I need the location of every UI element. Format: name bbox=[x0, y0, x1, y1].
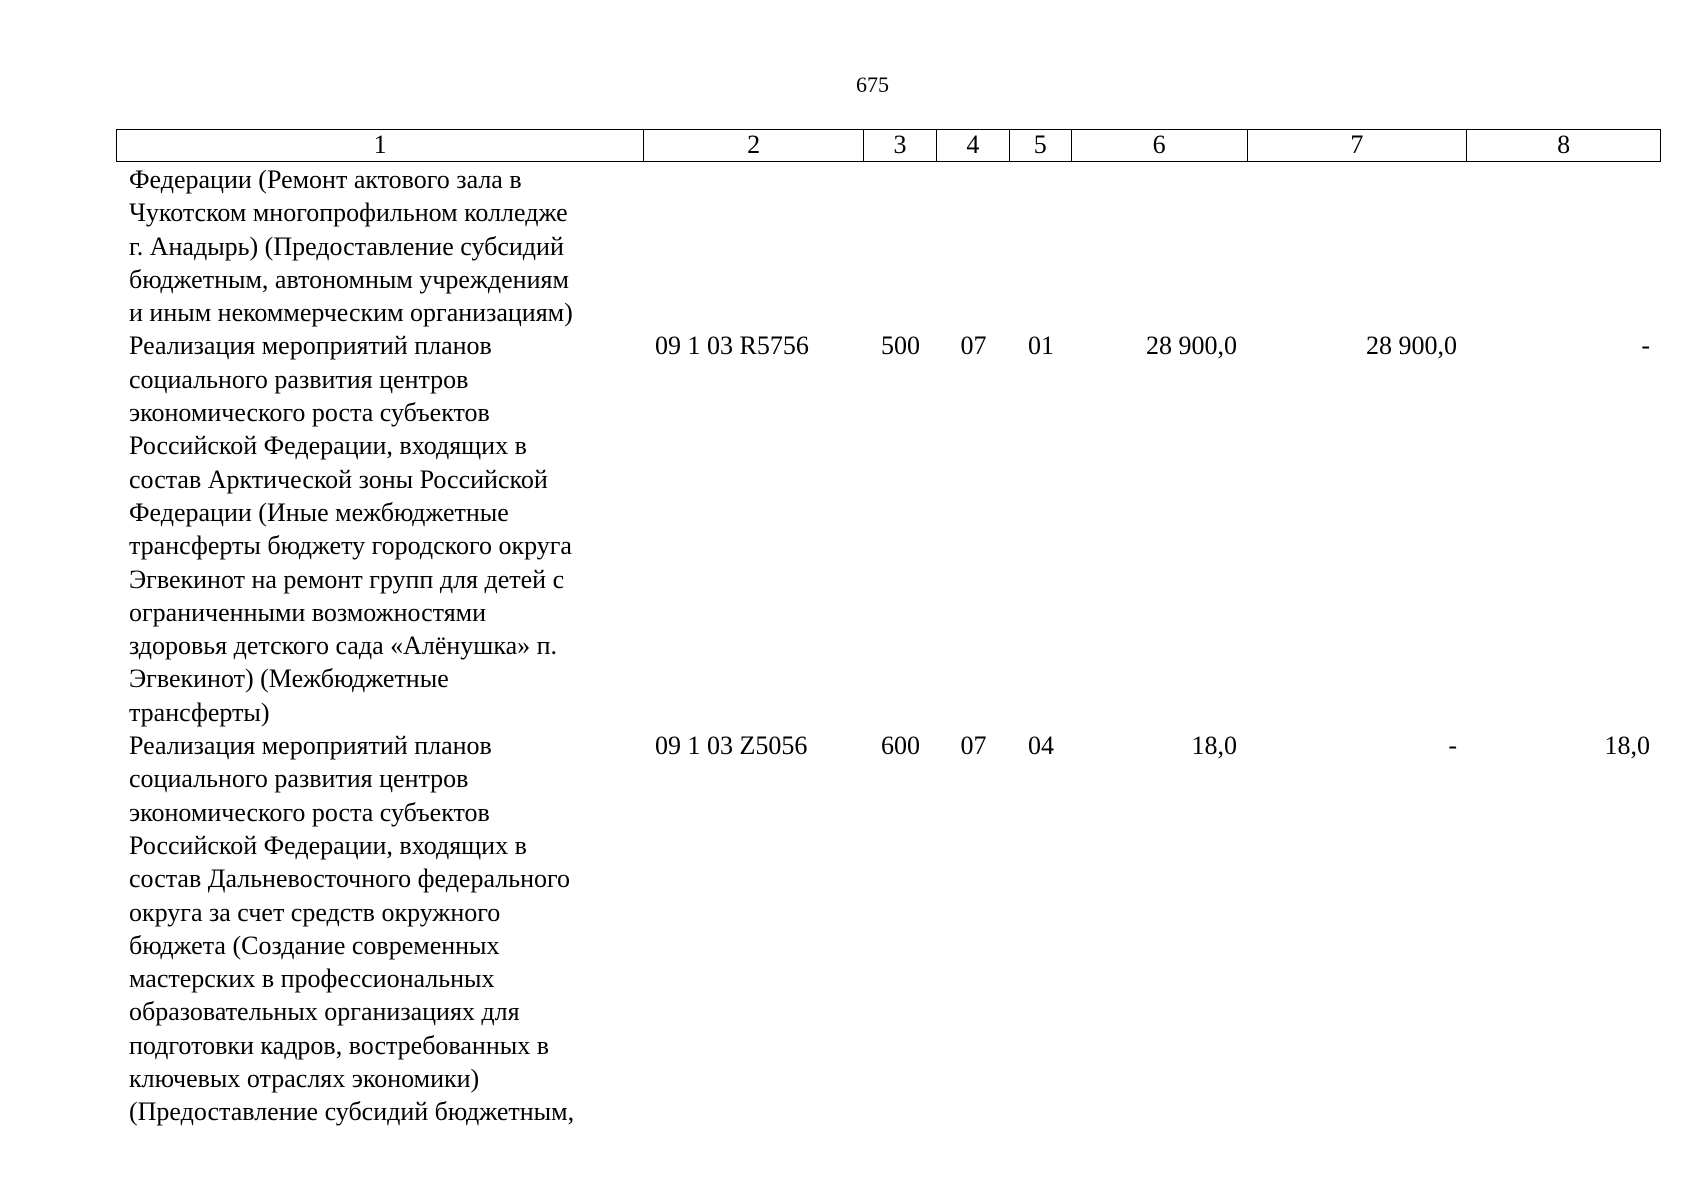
header-col-8: 8 bbox=[1557, 130, 1571, 159]
amount-regional: - bbox=[1641, 331, 1650, 361]
amount-total: 28 900,0 bbox=[1146, 331, 1237, 361]
description-line: Федерации (Иные межбюджетные bbox=[129, 497, 509, 527]
header-col-3: 3 bbox=[864, 130, 937, 161]
row-description bbox=[116, 729, 644, 1129]
header-col-7: 7 bbox=[1248, 130, 1468, 161]
table-body bbox=[116, 163, 1661, 1129]
description-line: трансферты) bbox=[129, 697, 270, 727]
target-article-code bbox=[644, 163, 864, 329]
header-col-6: 6 bbox=[1072, 130, 1248, 161]
header-col-5: 5 bbox=[1010, 130, 1072, 161]
subsection-code: 01 bbox=[1028, 331, 1054, 361]
amount-federal bbox=[1248, 163, 1468, 329]
description-line: трансферты бюджету городского округа bbox=[129, 531, 572, 561]
description-line: образовательных организациях для bbox=[129, 997, 520, 1027]
description-line: Эгвекинот) (Межбюджетные bbox=[129, 664, 449, 694]
amount-federal: 28 900,0 bbox=[1366, 331, 1457, 361]
description-line: Федерации (Ремонт актового зала в bbox=[129, 165, 522, 194]
description-line: бюджетным, автономным учреждениям bbox=[129, 264, 569, 294]
description-line: (Предоставление субсидий бюджетным, bbox=[129, 1097, 575, 1127]
description-line: ключевых отраслях экономики) bbox=[129, 1064, 480, 1094]
page-number: 675 bbox=[856, 72, 889, 97]
expense-type-code: 600 bbox=[881, 731, 920, 761]
description-line: социального развития центров bbox=[129, 764, 469, 794]
subsection-code: 04 bbox=[1028, 731, 1054, 761]
description-line: состав Арктической зоны Российской bbox=[129, 464, 548, 494]
description-line: Чукотском многопрофильном колледже bbox=[129, 198, 568, 228]
table-row bbox=[116, 329, 1661, 729]
header-col-4: 4 bbox=[937, 130, 1010, 161]
amount-total bbox=[1072, 163, 1248, 329]
description-line: экономического роста субъектов bbox=[129, 398, 490, 428]
header-col-2: 2 bbox=[644, 130, 864, 161]
section-code bbox=[937, 163, 1010, 329]
description-line: округа за счет средств окружного bbox=[129, 897, 501, 927]
amount-regional: 18,0 bbox=[1604, 731, 1650, 761]
description-line: Реализация мероприятий планов bbox=[129, 331, 492, 361]
description-line: и иным некоммерческим организациям) bbox=[129, 298, 573, 328]
expense-type-code: 500 bbox=[881, 331, 920, 361]
row-description bbox=[116, 329, 644, 729]
section-code: 07 bbox=[960, 731, 987, 761]
table-header bbox=[116, 129, 1661, 162]
description-line: г. Анадырь) (Предоставление субсидий bbox=[129, 231, 564, 261]
description-line: Эгвекинот на ремонт групп для детей с bbox=[129, 564, 565, 594]
description-line: подготовки кадров, востребованных в bbox=[129, 1030, 549, 1060]
description-line: экономического роста субъектов bbox=[129, 797, 490, 827]
header-col-1: 1 bbox=[117, 130, 644, 161]
target-article-code: 09 1 03 Z5056 bbox=[655, 731, 808, 761]
table-row bbox=[116, 729, 1661, 1129]
row-description bbox=[116, 163, 644, 329]
description-line: мастерских в профессиональных bbox=[129, 964, 495, 994]
expense-type-code bbox=[864, 163, 937, 329]
amount-total: 18,0 bbox=[1191, 731, 1237, 761]
amount-federal: - bbox=[1448, 731, 1457, 761]
description-line: состав Дальневосточного федерального bbox=[129, 864, 570, 894]
target-article-code: 09 1 03 R5756 bbox=[655, 331, 809, 361]
description-line: Российской Федерации, входящих в bbox=[129, 431, 527, 461]
description-line: социального развития центров bbox=[129, 364, 469, 394]
subsection-code bbox=[1010, 163, 1072, 329]
description-line: ограниченными возможностями bbox=[129, 597, 487, 627]
description-line: бюджета (Создание современных bbox=[129, 930, 500, 960]
description-line: здоровья детского сада «Алёнушка» п. bbox=[129, 631, 558, 661]
description-line: Реализация мероприятий планов bbox=[129, 731, 492, 761]
table-row bbox=[116, 163, 1661, 329]
amount-regional bbox=[1468, 163, 1661, 329]
description-line: Российской Федерации, входящих в bbox=[129, 830, 527, 860]
section-code: 07 bbox=[960, 331, 987, 361]
